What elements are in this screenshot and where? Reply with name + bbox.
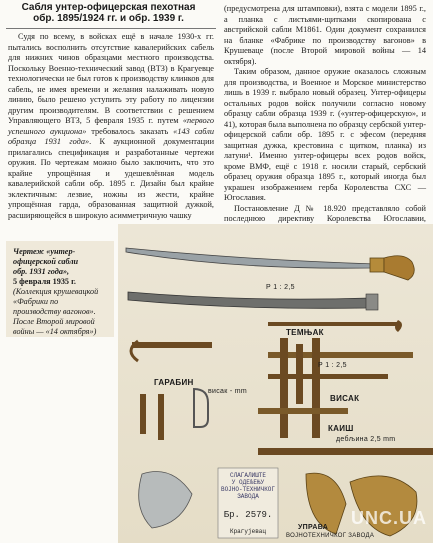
- scabbard-throat-shape: [366, 294, 378, 310]
- hanger-label: ВИСАК: [330, 394, 360, 403]
- left-p1-rest: требовалось заказать: [91, 126, 169, 136]
- knot-strap-shape: [132, 342, 212, 348]
- caption-line-4: 5 февраля 1935 г.: [13, 277, 76, 286]
- saber-blade-shape: [126, 248, 376, 268]
- left-p1-text: Судя по всему, в войсках ещё в начале 1930-х гг. пытались восполнить отсутствие кавалерийских сабель для нижних чинов образцами местного производства. Поскольку Военно-технический завод (ВТЗ) в Крагуевце технологически не был готов к производству клинков для сабель, не имея времени и желания налаживать новую линию, было решено уступить эту работу по лицензии другим производителям. В соответствии с решением Управляющего ВТЗ, 5 февраля 1935 г. путем: [8, 32, 214, 125]
- title-line-2: обр. 1895/1924 гг. и обр. 1939 г.: [33, 13, 184, 24]
- carabiner-shape: [194, 389, 208, 427]
- stamp-code: Бр. 2579.: [223, 510, 273, 520]
- carabiner-strap-shape: [140, 394, 146, 434]
- saber-guard-shape: [370, 258, 384, 272]
- caption-line-3: обр. 1931 года»,: [13, 267, 70, 276]
- right-paragraph-1: (предусмотрена для штамповки), взята с модели 1895 г., а планка с листьями-щитками скопирована с австрийской сабли М1861. Один документ сохранился на бланке «Фабрике по производству вагонов» в Крушеваце (после Второй мировой войны — 14 октября).: [224, 4, 426, 66]
- factory-label-2: ВОЈНОТЕХНИЧКОГ ЗАВОДА: [286, 533, 375, 539]
- stamp-line-2: У ОДЕЉЕЊУ: [231, 479, 265, 486]
- carabiner-strap-2-shape: [158, 394, 164, 440]
- scale-label-2: Р 1 : 2,5: [318, 362, 347, 369]
- left-p1-italic: «первого успешного аукциона»: [8, 116, 214, 136]
- left-p1-end: . К аукционной документации прилагались спецификация и разработанные чертежи оружия. По чертежам можно было заключить, что это крайне упрощённая и удешевлённая модель кавалерийской сабли обр. 1895 г. Дизайн был крайне эклектичным: лезвие, ножны из жести, крайне упрощённая гарда, образованная защитной дужкой, расширяющейся в широкую асимметричную чашку: [8, 137, 215, 220]
- strap-tassel-shape: [395, 320, 402, 332]
- hanger-strap-shape: [280, 338, 288, 438]
- factory-label: УПРАВА: [298, 524, 329, 531]
- sheath-label: КАИШ: [328, 424, 354, 433]
- strap-label: ТЕМЊАК: [286, 328, 324, 337]
- thickness-label: дебљина 2,5 mm: [336, 436, 396, 443]
- caption-note: (Коллекция крушевацкой «Фабрики по производству вагонов». После Второй мировой войны — «14 октября»): [13, 287, 99, 336]
- article-title: [0, 2, 217, 24]
- hanger-size-label: висак - mm: [208, 388, 247, 395]
- scale-label-1: Р 1 : 2,5: [266, 284, 295, 291]
- technical-drawing: [118, 224, 433, 543]
- stamp-city: Крагујевац: [229, 528, 266, 535]
- strap-shape: [268, 322, 398, 326]
- right-paragraph-3: Постановление Д № 18.920 представляло собой последнюю директиву Королевства Югославии,: [224, 203, 426, 223]
- left-p1-italic-2: «143 сабли образца 1931 года»: [8, 126, 214, 146]
- carabiner-label: ГАРАБИН: [154, 378, 194, 387]
- title-line-1: Сабля унтер-офицерская пехотная: [21, 2, 196, 13]
- left-paragraph-1: [8, 32, 214, 221]
- archive-stamp: [220, 472, 276, 535]
- stamp-line-1: СЛАГАЛИШТЕ: [229, 472, 266, 479]
- belt-1-shape: [268, 352, 413, 358]
- stamp-line-3: ВОЈНО-ТЕХНИЧКОГ ЗАВОДА: [220, 486, 275, 500]
- right-text-column: [224, 4, 426, 235]
- caption-line-2: офицерской сабли: [13, 257, 79, 266]
- right-paragraph-2: Таким образом, данное оружие оказалось сложным для производства, и Военное и Морское министерство лишь в 1939 г. выбрало новый образец. Унтер-офицеры остальных родов войск получили согласно новому образцу сабли образца 1939 г. («унтер-офицерскую», и 41), которая была выполнена по образцу сербской унтер-офицерской сабли обр. 1895 г. с эфесом (передняя защитная дужка, крестовина с щитком, планка) из латуни¹. Именно унтер-офицеры всех родов войск, кроме ВМФ, ещё с 1918 г. носили старый, сербский образец оружия образца 1895 г., который иногда был украшен изображением герба Королевства СХС — Югославия.: [224, 67, 426, 202]
- belt-bottom-shape: [258, 448, 433, 455]
- hanger-strap-3-shape: [312, 338, 320, 438]
- belt-middle-shape: [258, 408, 348, 414]
- scabbard-shape: [128, 292, 370, 308]
- hanger-strap-2-shape: [296, 344, 303, 404]
- caption-line-1: Чертеж «унтер-: [13, 247, 76, 256]
- left-text-column: [8, 32, 214, 221]
- watermark: UNC.UA: [351, 508, 427, 528]
- guard-plate-shape: [139, 472, 192, 529]
- saber-grip-shape: [384, 256, 414, 280]
- figure-caption: [6, 241, 114, 337]
- title-divider: [6, 28, 216, 29]
